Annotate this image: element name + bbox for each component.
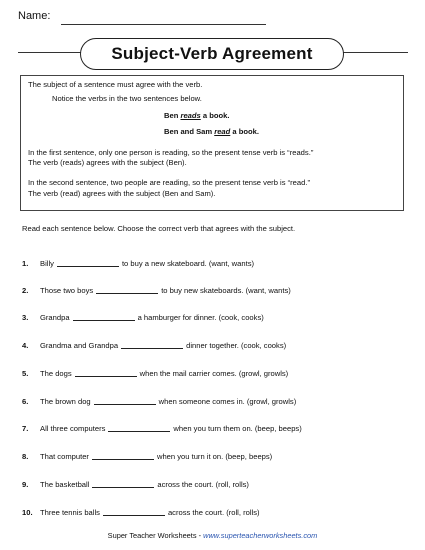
question-subject: That computer	[40, 452, 89, 461]
info-line-2: Notice the verbs in the two sentences below.	[52, 94, 202, 104]
question-subject: Grandma and Grandpa	[40, 341, 119, 350]
name-line	[61, 24, 266, 25]
question-subject: The basketball	[40, 480, 90, 489]
question-item	[22, 424, 302, 433]
question-subject: Three tennis balls	[40, 508, 100, 517]
question-number: 9.	[22, 480, 29, 489]
question-rest: to buy new skateboards. (want, wants)	[161, 286, 291, 295]
answer-blank[interactable]	[103, 508, 165, 516]
question-number: 10.	[22, 508, 33, 517]
question-number: 5.	[22, 369, 29, 378]
example-1-subject: Ben	[164, 110, 179, 120]
example-2-verb: read	[214, 127, 231, 137]
question-item	[22, 341, 286, 350]
footer-text: Super Teacher Worksheets -	[107, 531, 204, 540]
info-content	[28, 80, 398, 199]
question-item	[22, 369, 288, 378]
question-item	[22, 480, 249, 489]
question-item	[22, 508, 260, 517]
question-number: 7.	[22, 424, 29, 433]
question-rest: to buy a new skateboard. (want, wants)	[121, 259, 255, 268]
question-subject: The dogs	[40, 369, 72, 378]
footer	[0, 531, 425, 540]
explanation-2-line-2: The verb (read) agrees with the subject (Ben and Sam).	[28, 188, 216, 198]
answer-blank[interactable]	[121, 341, 183, 349]
question-rest: when you turn it on. (beep, beeps)	[156, 452, 273, 461]
answer-blank[interactable]	[75, 369, 137, 377]
question-item	[22, 313, 264, 322]
question-subject: Those two boys	[40, 286, 94, 295]
question-item	[22, 397, 296, 406]
answer-blank[interactable]	[57, 259, 119, 267]
page-title-text: Subject-Verb Agreement	[111, 44, 313, 63]
question-number: 3.	[22, 313, 29, 322]
question-item	[22, 259, 254, 268]
page-title	[80, 38, 344, 70]
question-rest: when the mail carrier comes. (growl, growls)	[139, 369, 289, 378]
question-rest: when you turn them on. (beep, beeps)	[173, 424, 302, 433]
instruction-text: Read each sentence below. Choose the correct verb that agrees with the subject.	[22, 224, 296, 233]
example-sentence-1	[164, 111, 398, 121]
answer-blank[interactable]	[96, 286, 158, 294]
answer-blank[interactable]	[94, 397, 156, 405]
question-rest: a hamburger for dinner. (cook, cooks)	[137, 313, 264, 322]
question-item	[22, 452, 272, 461]
question-rest: when someone comes in. (growl, growls)	[158, 397, 297, 406]
question-subject: The brown dog	[40, 397, 91, 406]
question-number: 2.	[22, 286, 29, 295]
question-item	[22, 286, 291, 295]
answer-blank[interactable]	[108, 424, 170, 432]
answer-blank[interactable]	[73, 313, 135, 321]
info-line-1: The subject of a sentence must agree with the verb.	[28, 80, 203, 89]
question-number: 1.	[22, 259, 29, 268]
explanation-2-line-1: In the second sentence, two people are reading, so the present tense verb is “read.”	[28, 178, 310, 188]
example-2-subject: Ben and Sam	[164, 127, 213, 137]
question-number: 6.	[22, 397, 29, 406]
example-2-rest: a book.	[232, 127, 259, 137]
example-1-verb: reads	[180, 110, 201, 120]
answer-blank[interactable]	[92, 480, 154, 488]
explanation-1-line-2: The verb (reads) agrees with the subject (Ben).	[28, 158, 187, 168]
question-number: 4.	[22, 341, 29, 350]
name-label: Name:	[18, 10, 51, 22]
example-sentence-2	[164, 127, 398, 137]
question-rest: across the court. (roll, rolls)	[157, 480, 249, 489]
footer-link[interactable]: www.superteacherworksheets.com	[203, 531, 318, 540]
question-rest: dinner together. (cook, cooks)	[186, 341, 287, 350]
example-1-rest: a book.	[202, 110, 230, 120]
question-subject: Grandpa	[40, 313, 70, 322]
question-subject: All three computers	[40, 424, 106, 433]
question-rest: across the court. (roll, rolls)	[167, 508, 260, 517]
question-number: 8.	[22, 452, 29, 461]
explanation-1-line-1: In the first sentence, only one person is reading, so the present tense verb is “reads.”	[28, 147, 314, 157]
answer-blank[interactable]	[92, 452, 154, 460]
question-subject: Billy	[40, 259, 54, 268]
